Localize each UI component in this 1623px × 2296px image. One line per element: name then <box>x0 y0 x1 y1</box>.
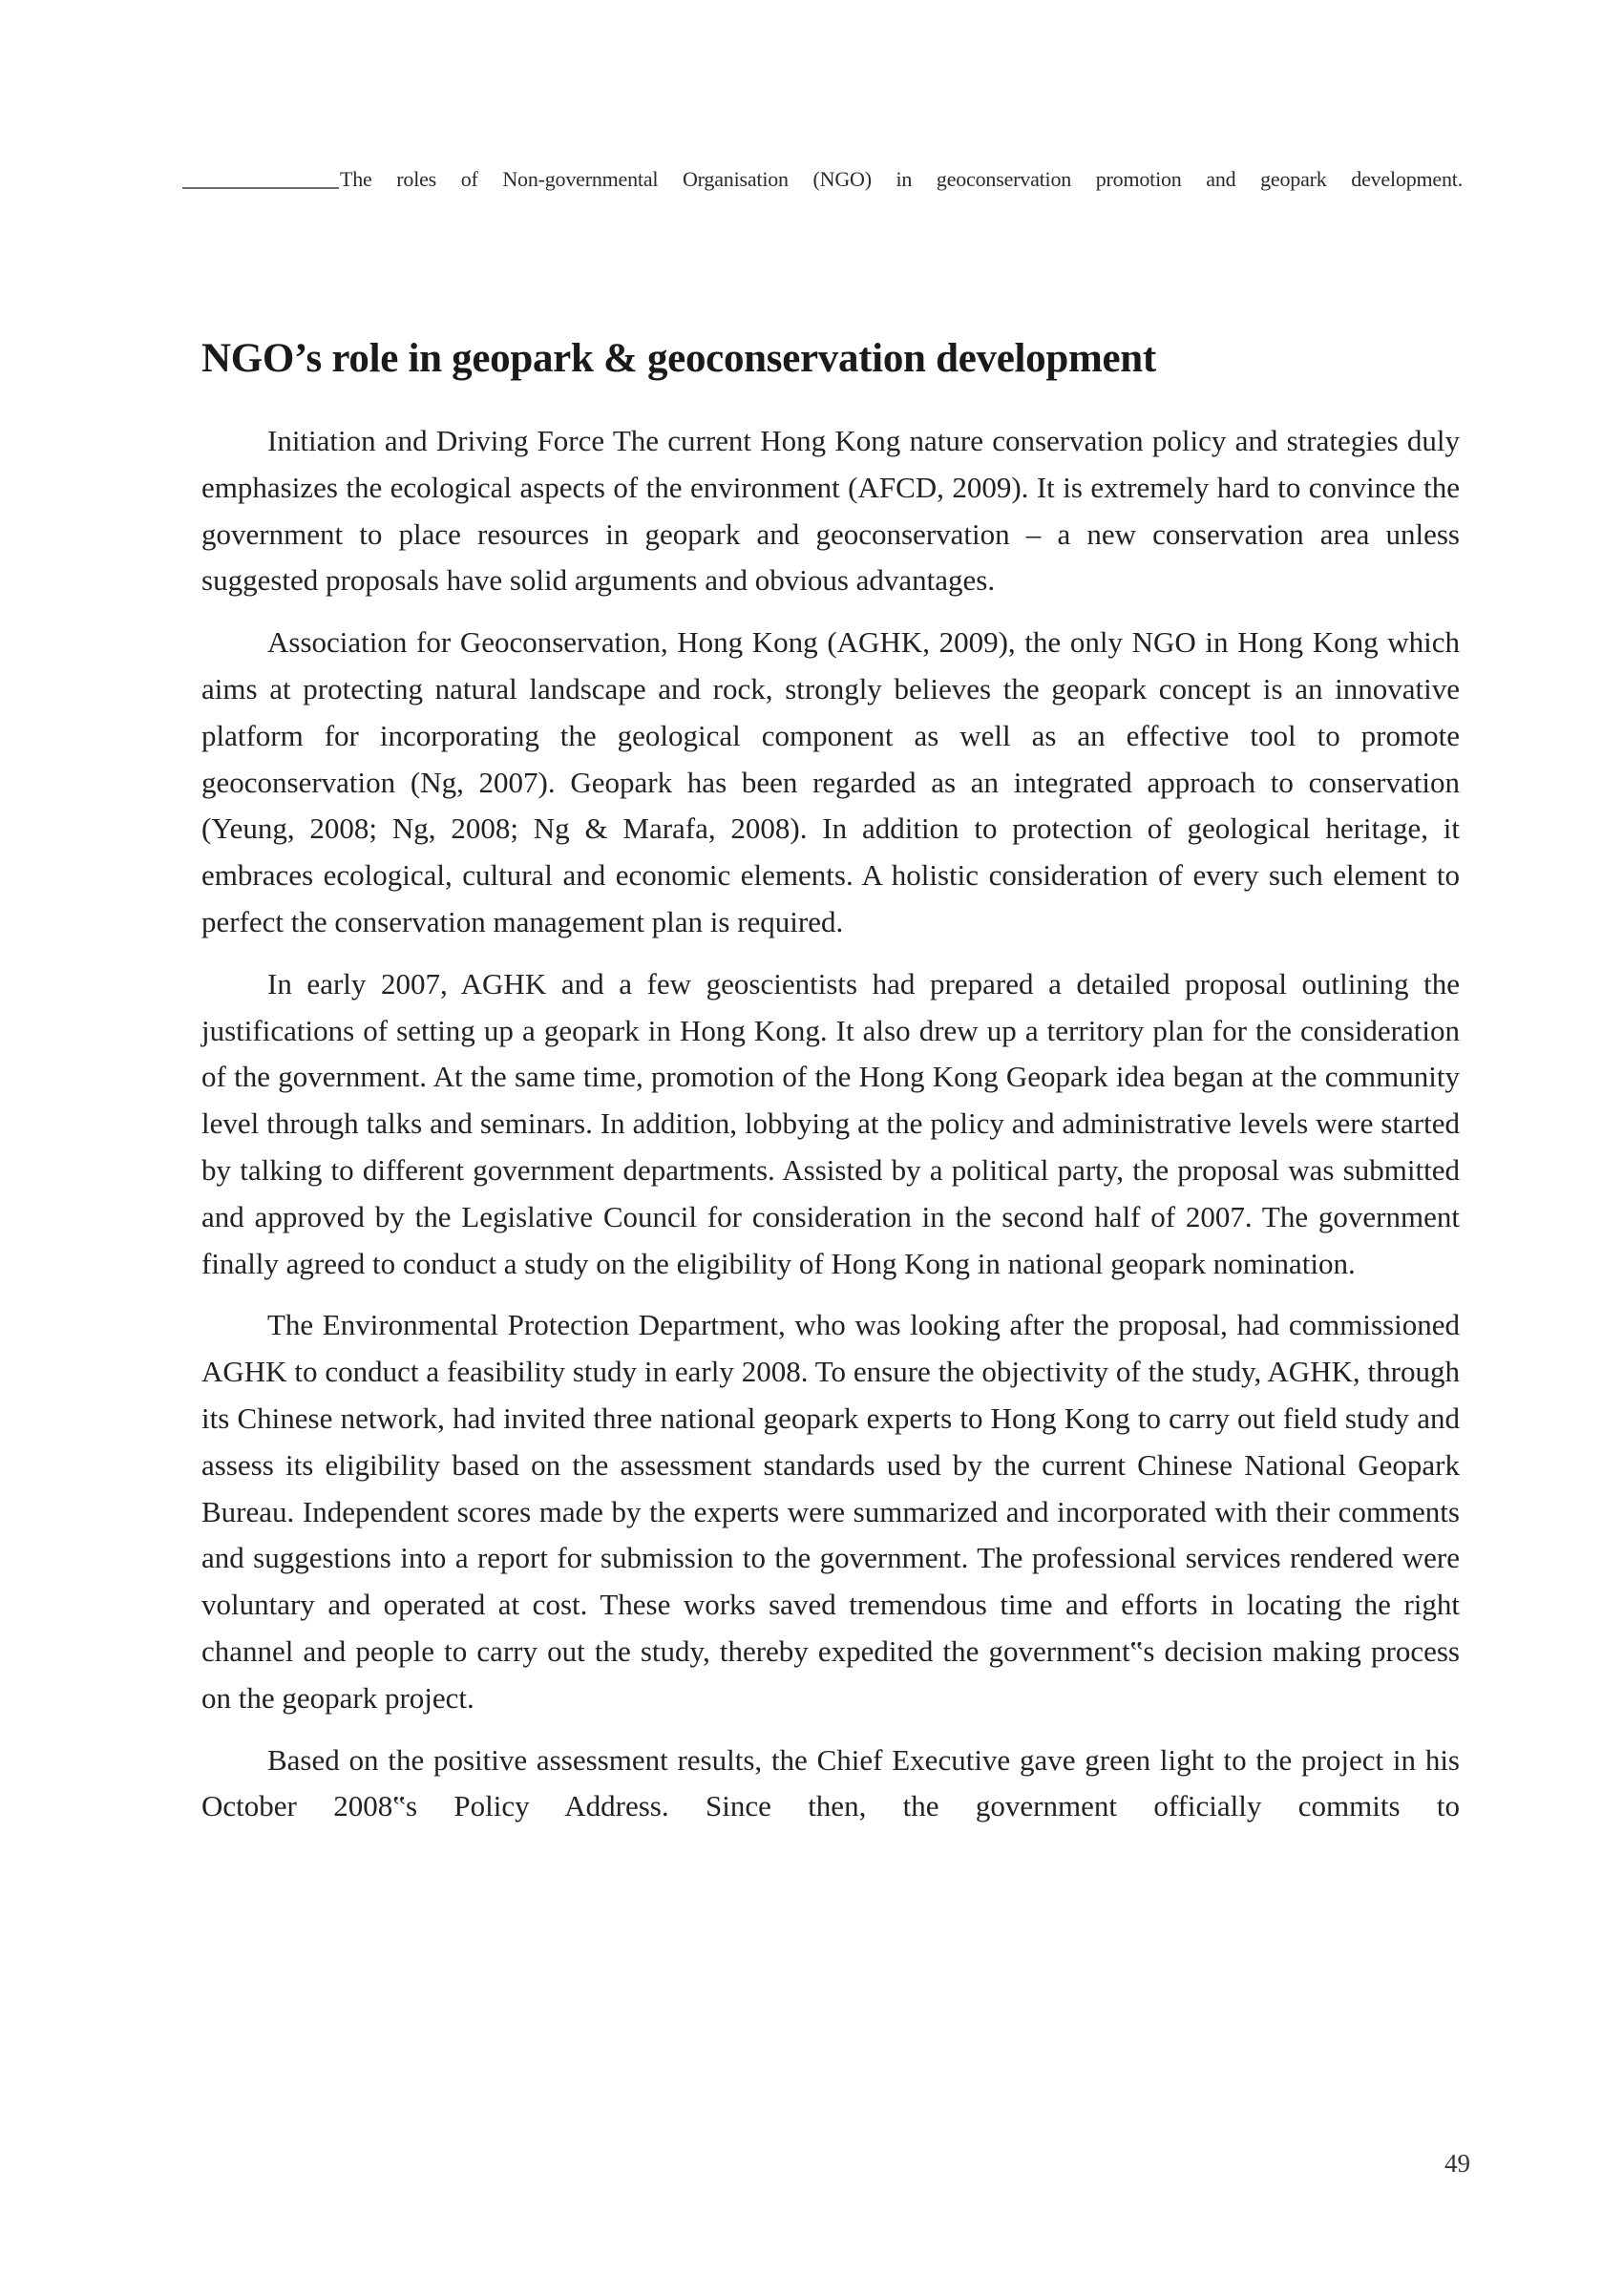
page-number: 49 <box>1444 2149 1470 2178</box>
body-text <box>201 418 1460 1845</box>
header-rule <box>182 187 339 189</box>
paragraph-epd-study: The Environmental Protection Department, who was looking after the proposal, had commissioned AGHK to conduct a feasibility study in early 2008. To ensure the objectivity of the study, AGHK, through its Chinese network, had invited three national geopark experts to Hong Kong to carry out field study and assess its eligibility based on the assessment standards used by the current Chinese National Geopark Bureau. Independent scores made by the experts were summarized and incorporated with their comments and suggestions into a report for submission to the government. The professional services rendered were voluntary and operated at cost. These works saved tremendous time and efforts in locating the right channel and people to carry out the study, thereby expedited the government‟s decision making process on the geopark project. <box>201 1308 1460 1715</box>
running-header <box>182 166 1462 195</box>
paragraph-initiation: Initiation and Driving Force The current Hong Kong nature conservation policy and strategies duly emphasizes the ecological aspects of the environment (AFCD, 2009). It is extremely hard to convince the government to place resources in geopark and geoconservation – a new conservation area unless suggested proposals have solid arguments and obvious advantages. <box>201 424 1460 598</box>
running-header-text: The roles of Non-governmental Organisation (NGO) in geoconservation promotion and geopark development. <box>340 167 1463 191</box>
paragraph-aghk: Association for Geoconservation, Hong Kong (AGHK, 2009), the only NGO in Hong Kong which aims at protecting natural landscape and rock, strongly believes the geopark concept is an innovative platform for incorporating the geological component as well as an effective tool to promote geoconservation (Ng, 2007). Geopark has been regarded as an integrated approach to conservation (Yeung, 2008; Ng, 2008; Ng & Marafa, 2008). In addition to protection of geological heritage, it embraces ecological, cultural and economic elements. A holistic consideration of every such element to perfect the conservation management plan is required. <box>201 625 1460 938</box>
paragraph-early-2007: In early 2007, AGHK and a few geoscientists had prepared a detailed proposal outlining the justifications of setting up a geopark in Hong Kong. It also drew up a territory plan for the consideration of the government. At the same time, promotion of the Hong Kong Geopark idea began at the community level through talks and seminars. In addition, lobbying at the policy and administrative levels were started by talking to different government departments. Assisted by a political party, the proposal was submitted and approved by the Legislative Council for consideration in the second half of 2007. The government finally agreed to conduct a study on the eligibility of Hong Kong in national geopark nomination. <box>201 966 1460 1280</box>
paragraph-policy-address: Based on the positive assessment results, the Chief Executive gave green light to the project in his October 2008‟s Policy Address. Since then, the government officially commits to <box>201 1742 1460 1823</box>
section-title: NGO’s role in geopark & geoconservation development <box>201 336 1156 381</box>
